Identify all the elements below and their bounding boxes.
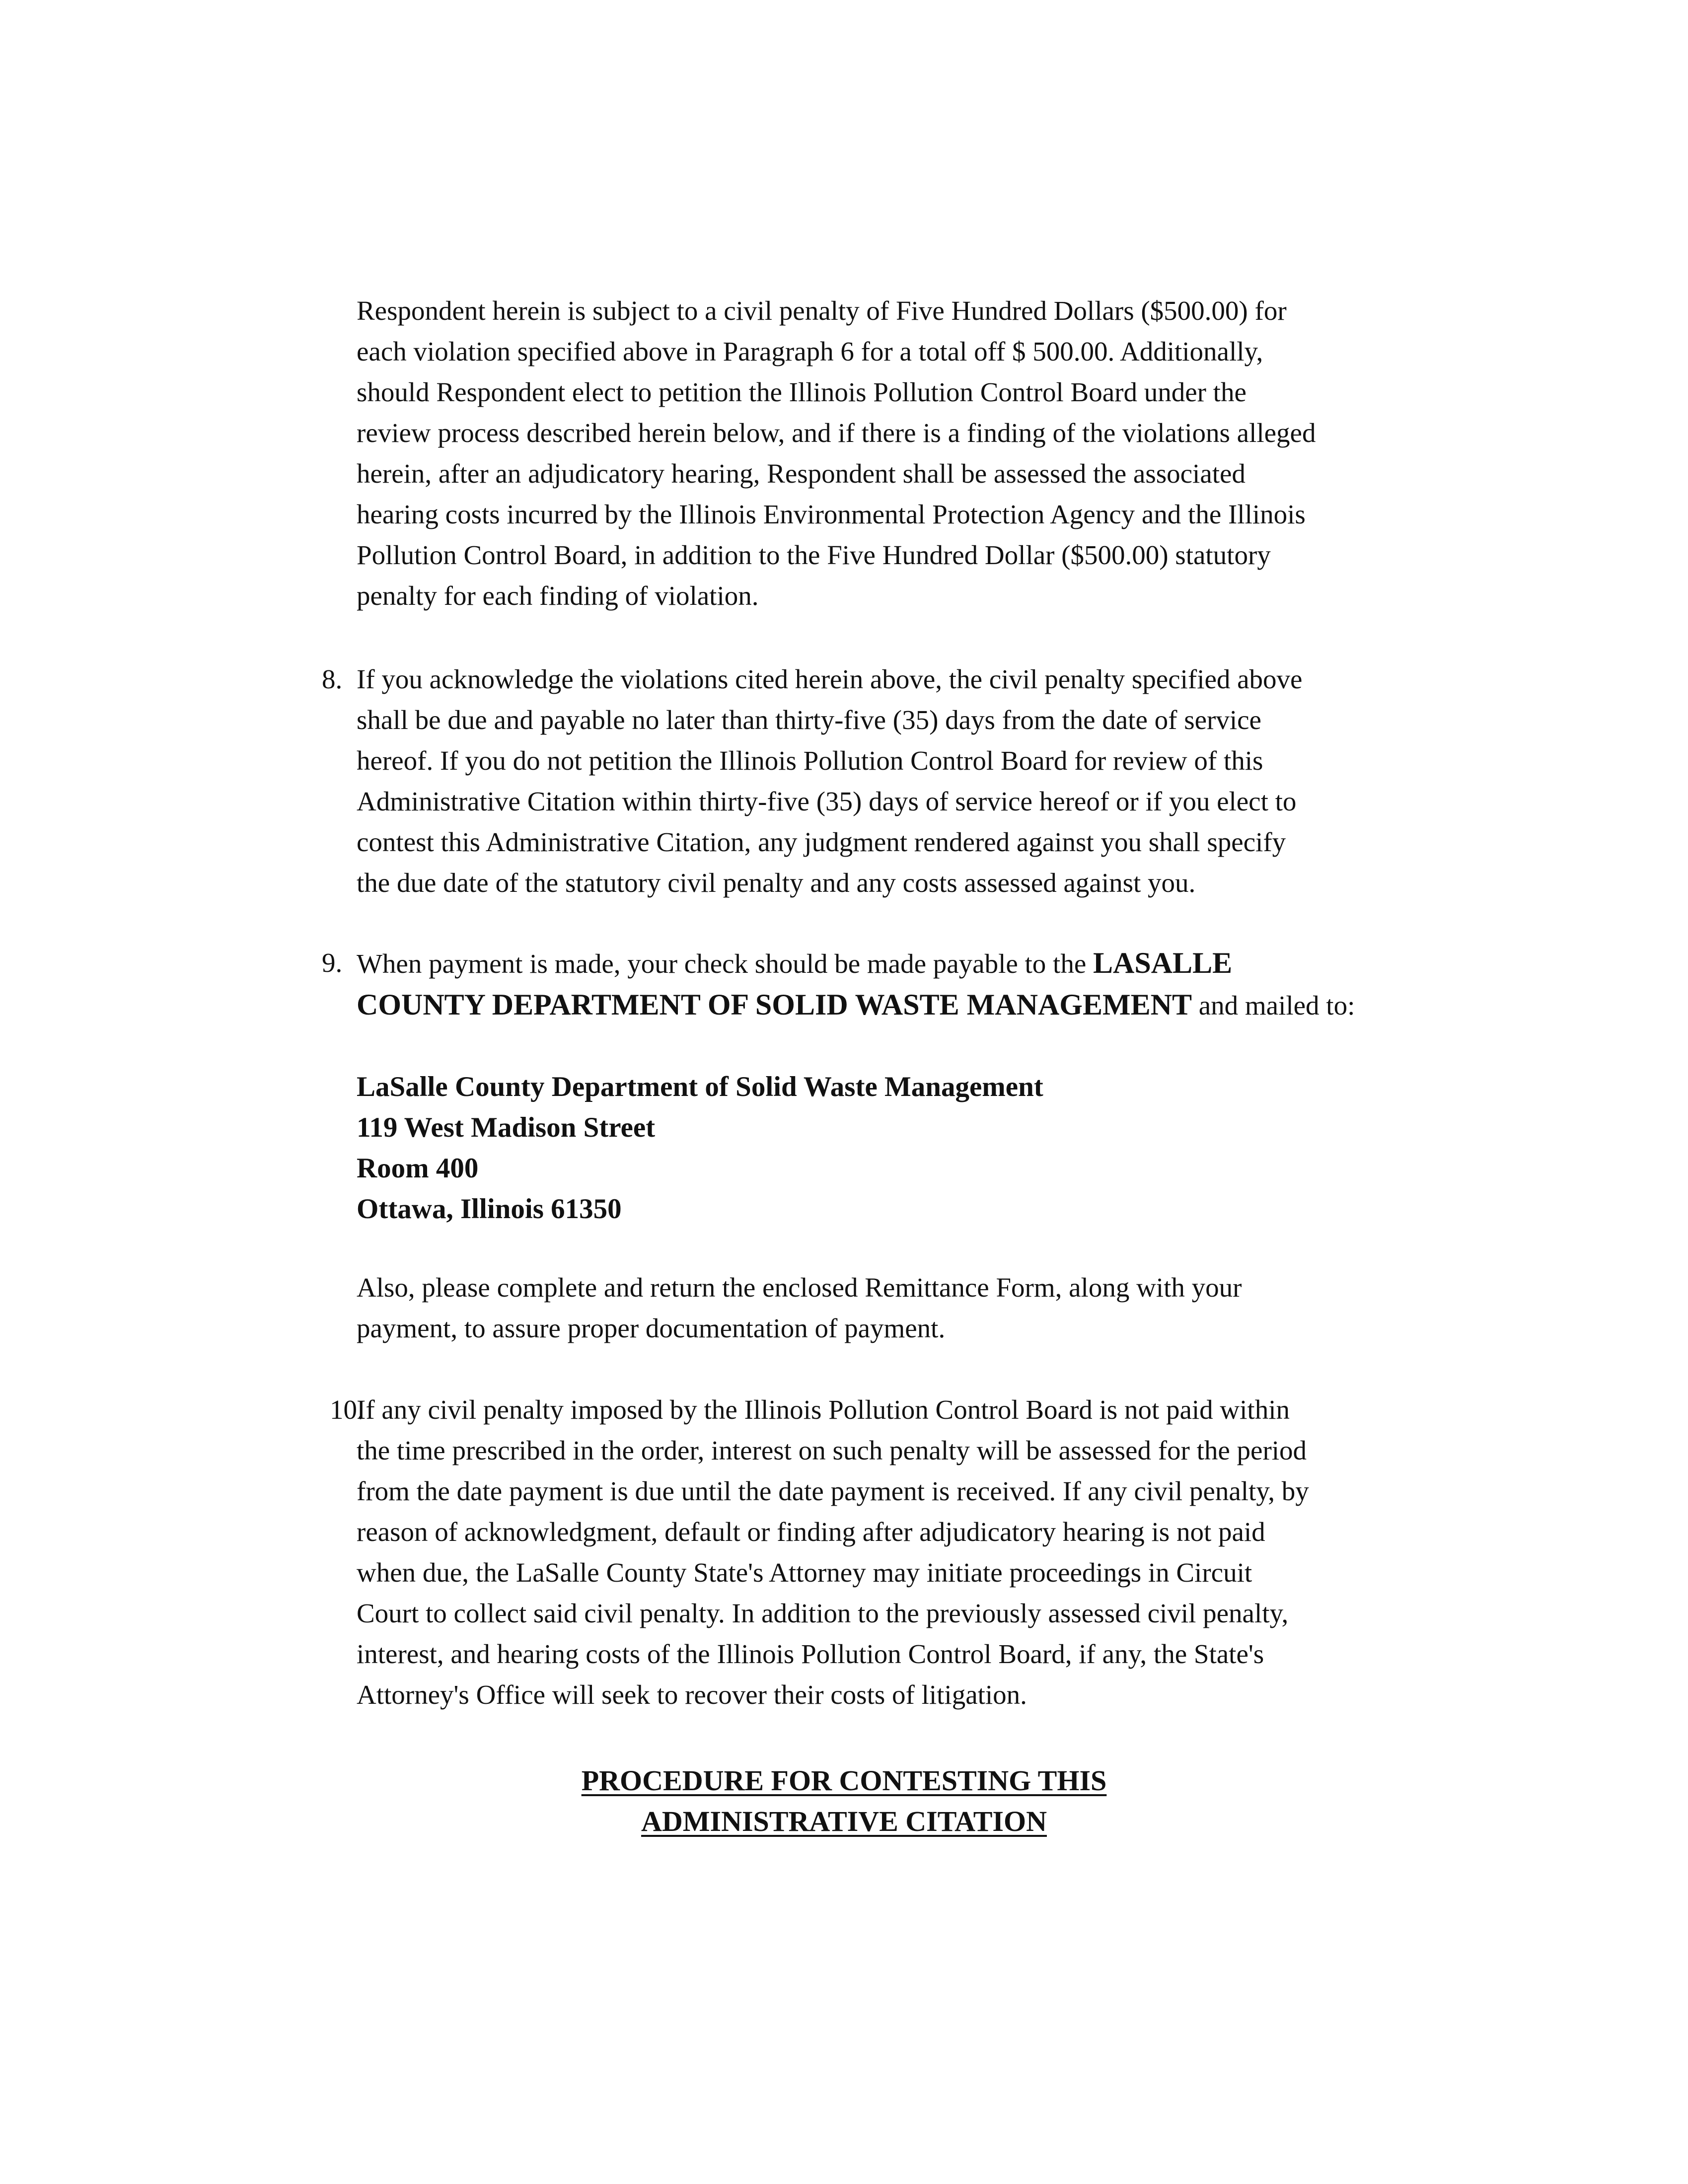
section-heading-line-2: ADMINISTRATIVE CITATION xyxy=(641,1805,1047,1837)
paragraph-7-line: review process described herein below, and if there is a finding of the violations alleged xyxy=(357,418,1316,448)
paragraph-10-line: Attorney's Office will seek to recover their costs of litigation. xyxy=(357,1679,1027,1710)
paragraph-10-line: Court to collect said civil penalty. In addition to the previously assessed civil penalty, xyxy=(357,1598,1289,1628)
paragraph-8-line: shall be due and payable no later than thirty-five (35) days from the date of service xyxy=(357,705,1261,735)
address-line: 119 West Madison Street xyxy=(357,1112,656,1143)
paragraph-7-line: penalty for each finding of violation. xyxy=(357,581,759,611)
mailed-to-text: and mailed to: xyxy=(1191,990,1355,1020)
paragraph-7-line: should Respondent elect to petition the Illinois Pollution Control Board under the xyxy=(357,377,1247,407)
paragraph-9-line-1 xyxy=(357,943,1424,984)
paragraph-7-line: hearing costs incurred by the Illinois Environmental Protection Agency and the Illinois xyxy=(357,499,1306,529)
paragraph-10 xyxy=(357,1389,1424,1715)
address-line: LaSalle County Department of Solid Waste Management xyxy=(357,1071,1043,1102)
paragraph-7-line: herein, after an adjudicatory hearing, Respondent shall be assessed the associated xyxy=(357,458,1246,489)
address-line: Ottawa, Illinois 61350 xyxy=(357,1193,622,1225)
paragraph-10-number: 10. xyxy=(330,1394,364,1425)
section-heading xyxy=(0,1760,1688,1842)
paragraph-9-number: 9. xyxy=(322,947,343,978)
remittance-instructions xyxy=(357,1267,1424,1349)
paragraph-9 xyxy=(357,943,1424,1026)
paragraph-10-line: the time prescribed in the order, interest on such penalty will be assessed for the period xyxy=(357,1435,1307,1465)
paragraph-10-line: from the date payment is due until the date payment is received. If any civil penalty, by xyxy=(357,1476,1309,1506)
paragraph-8-line: contest this Administrative Citation, any judgment rendered against you shall specify xyxy=(357,827,1286,857)
mailing-address xyxy=(357,1067,1043,1230)
payee-name-part-2: COUNTY DEPARTMENT OF SOLID WASTE MANAGEMENT xyxy=(357,988,1192,1021)
remittance-line: Also, please complete and return the enclosed Remittance Form, along with your xyxy=(357,1272,1242,1303)
paragraph-9-line-2 xyxy=(357,984,1424,1026)
paragraph-8-line: hereof. If you do not petition the Illinois Pollution Control Board for review of this xyxy=(357,745,1263,776)
paragraph-8-number: 8. xyxy=(322,664,343,694)
paragraph-10-line: when due, the LaSalle County State's Attorney may initiate proceedings in Circuit xyxy=(357,1557,1252,1588)
payee-name-part-1: LASALLE xyxy=(1093,946,1233,979)
paragraph-10-line: If any civil penalty imposed by the Illinois Pollution Control Board is not paid within xyxy=(357,1394,1290,1425)
address-line: Room 400 xyxy=(357,1153,479,1184)
paragraph-7-line: Respondent herein is subject to a civil penalty of Five Hundred Dollars ($500.00) for xyxy=(357,295,1287,326)
paragraph-8-line: Administrative Citation within thirty-five (35) days of service hereof or if you elect to xyxy=(357,786,1297,816)
remittance-line: payment, to assure proper documentation of payment. xyxy=(357,1313,946,1343)
section-heading-line-1: PROCEDURE FOR CONTESTING THIS xyxy=(581,1764,1107,1797)
paragraph-8-line: the due date of the statutory civil penalty and any costs assessed against you. xyxy=(357,868,1196,898)
paragraph-8-line: If you acknowledge the violations cited herein above, the civil penalty specified above xyxy=(357,664,1303,694)
paragraph-8 xyxy=(357,659,1424,903)
payment-instruction-text: When payment is made, your check should be made payable to the xyxy=(357,948,1093,979)
paragraph-7-line: Pollution Control Board, in addition to the Five Hundred Dollar ($500.00) statutory xyxy=(357,540,1271,570)
paragraph-7 xyxy=(357,291,1424,616)
paragraph-10-line: reason of acknowledgment, default or finding after adjudicatory hearing is not paid xyxy=(357,1517,1265,1547)
paragraph-10-line: interest, and hearing costs of the Illinois Pollution Control Board, if any, the State's xyxy=(357,1639,1264,1669)
paragraph-7-line: each violation specified above in Paragraph 6 for a total off $ 500.00. Additionally, xyxy=(357,336,1263,366)
